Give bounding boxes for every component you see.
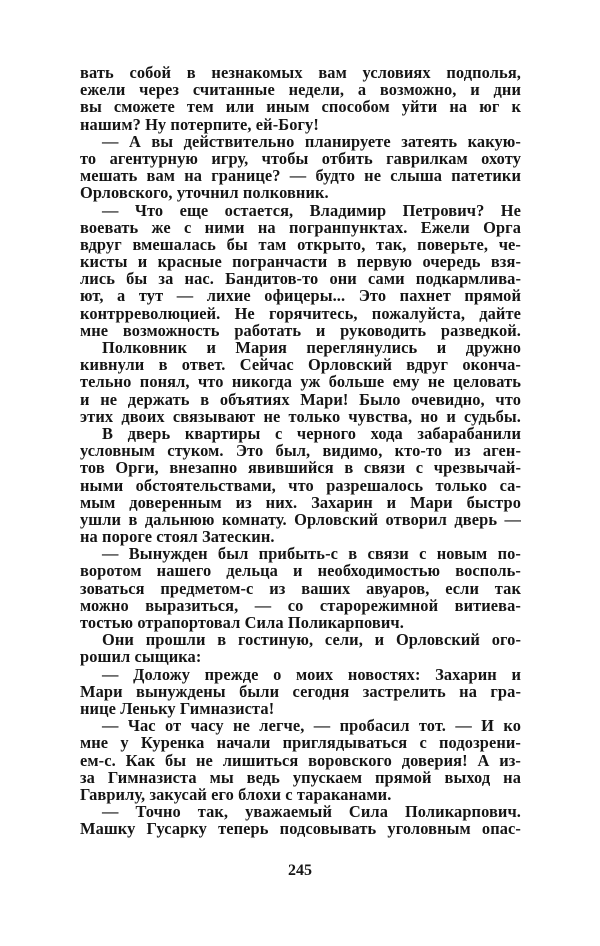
text-line: мне возможность работать и руководить разведкой. bbox=[80, 320, 521, 340]
text-line: за Гимназиста мы ведь упускаем прямой выход на bbox=[80, 767, 521, 787]
text-line: контрреволюцией. Не горячитесь, пожалуйста, дайте bbox=[80, 303, 521, 323]
text-line: тостью отрапортовал Сила Поликарпович. bbox=[80, 613, 404, 632]
text-line: — Доложу прежде о моих новостях: Захарин и bbox=[102, 664, 521, 684]
text-line: воевать же с ними на погранпунктах. Ежели Орга bbox=[80, 217, 521, 237]
text-line: вдруг вмешалась бы там открыто, так, поверьте, че- bbox=[80, 234, 521, 254]
text-line: ем-с. Как бы не лишиться воровского доверия! А из- bbox=[80, 750, 521, 770]
text-line: рошил сыщика: bbox=[80, 647, 202, 667]
text-line: и не держать в объятиях Мари! Было очевидно, что bbox=[80, 389, 521, 409]
text-line: ушли в дальнюю комнату. Орловский отворил дверь — bbox=[80, 509, 521, 529]
text-line: ют, а тут — лихие офицеры... Это пахнет прямой bbox=[80, 286, 521, 306]
page-number: 245 bbox=[288, 862, 312, 879]
text-line: мым доверенным из них. Захарин и Мари быстро bbox=[80, 492, 521, 512]
text-line: Орловского, уточнил полковник. bbox=[80, 183, 329, 203]
text-line: Они прошли в гостиную, сели, и Орловский ого- bbox=[102, 630, 521, 650]
text-line: этих двоих связывают не только чувства, но и судьбы. bbox=[80, 406, 521, 426]
text-line: Гаврилу, закусай его блохи с тараканами. bbox=[80, 784, 392, 804]
text-line: ежели через считанные недели, а возможно, и дни bbox=[80, 80, 521, 100]
text-line: — Что еще остается, Владимир Петрович? Не bbox=[102, 200, 521, 220]
text-line: — Точно так, уважаемый Сила Поликарпович. bbox=[102, 802, 521, 822]
text-line: на пороге стоял Затескин. bbox=[80, 527, 275, 547]
text-line: нашим? Ну потерпите, ей-Богу! bbox=[80, 114, 319, 134]
text-line: лись бы за нас. Бандитов-то они сами подкармлива- bbox=[80, 269, 521, 289]
text-line: В дверь квартиры с черного хода забарабанили bbox=[102, 423, 521, 443]
text-line: вать собой в незнакомых вам условиях подполья, bbox=[80, 63, 521, 82]
book-page-text bbox=[80, 64, 521, 837]
text-line: Машку Гусарку теперь подсовывать уголовным опас- bbox=[80, 819, 521, 839]
text-line: условным стуком. Это был, видимо, кто-то из аген- bbox=[80, 441, 521, 461]
text-line: Полковник и Мария переглянулись и дружно bbox=[102, 338, 521, 357]
text-line: кивнули в ответ. Сейчас Орловский вдруг оконча- bbox=[80, 355, 521, 375]
text-line: — А вы действительно планируете затеять какую- bbox=[102, 131, 521, 151]
text-line: — Час от часу не легче, — пробасил тот. — И ко bbox=[102, 716, 521, 736]
text-line: Мари вынуждены были сегодня застрелить на гра- bbox=[80, 681, 521, 701]
text-line: зоваться предметом-с из ваших авуаров, если так bbox=[80, 578, 521, 598]
text-line: кисты и красные погранчасти в первую очередь взя- bbox=[80, 252, 521, 272]
text-line: можно выразиться, — со старорежимной витиева- bbox=[80, 595, 521, 615]
text-line: то агентурную игру, чтобы отбить гаврилкам охоту bbox=[80, 148, 521, 168]
text-line: тельно понял, что никогда уж больше ему не целовать bbox=[80, 372, 521, 392]
text-line: нице Леньку Гимназиста! bbox=[80, 698, 275, 718]
text-line: вы сможете тем или иным способом уйти на юг к bbox=[80, 97, 521, 117]
text-line: воротом нашего дельца и необходимостью восполь- bbox=[80, 561, 521, 581]
text-line: ными обстоятельствами, что разрешалось только са- bbox=[80, 475, 521, 495]
text-line: — Вынужден был прибыть-с в связи с новым по- bbox=[102, 544, 521, 564]
text-line: тов Орги, внезапно явившийся в связи с чрезвычай- bbox=[80, 458, 521, 478]
text-line: мне у Куренка начали приглядываться с подозрени- bbox=[80, 733, 521, 753]
text-line: мешать вам на границе? — будто не слыша патетики bbox=[80, 166, 521, 186]
